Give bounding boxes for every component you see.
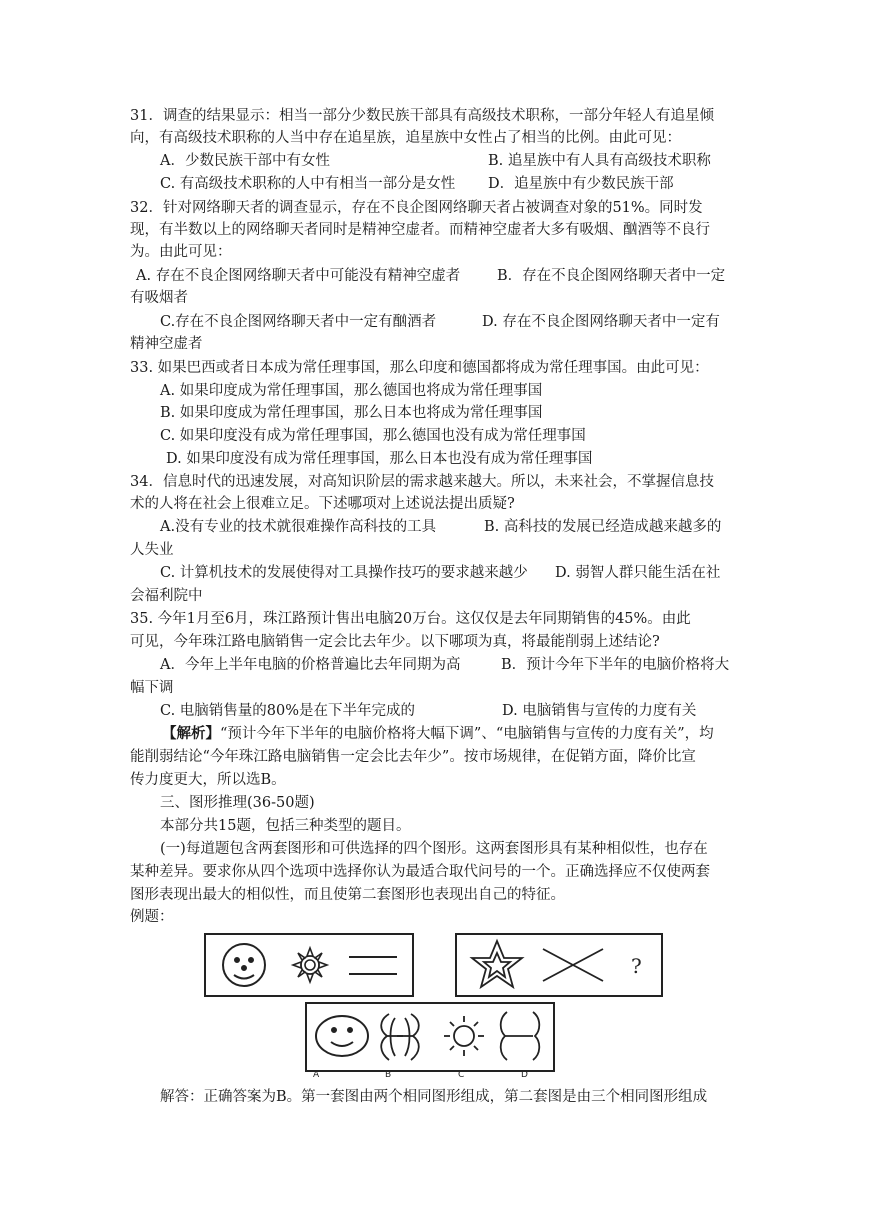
q32-option-b-line2: 有吸烟者: [130, 290, 188, 306]
q31-option-b: B. 追星族中有人具有高级技术职称: [488, 153, 711, 169]
q32-stem-line2: 现，有半数以上的网络聊天者同时是精神空虚者。而精神空虚者大多有吸烟、酗酒等不良行: [130, 222, 710, 238]
smiley-face-icon: [223, 944, 265, 986]
figure-options-drawing: [307, 1004, 553, 1070]
option-d-brackets-icon: [501, 1012, 540, 1060]
option-label-a: A: [313, 1070, 320, 1080]
q31-option-a: A．少数民族干部中有女性: [160, 153, 330, 169]
q32-option-d-line2: 精神空虚者: [130, 336, 203, 352]
q31-option-c: C. 有高级技术职称的人中有相当一部分是女性: [160, 176, 456, 192]
section-intro: 本部分共15题，包括三种类型的题目。: [160, 818, 411, 834]
q35-analysis-line1: [162, 723, 714, 745]
section-type1-line2: 某种差异。要求你从四个选项中选择你认为最适合取代问号的一个。正确选择应不仅使两套: [130, 864, 710, 880]
figure-set-1-drawing: [206, 935, 412, 995]
option-label-d: D: [521, 1070, 528, 1080]
q35-option-b-line1: B．预计今年下半年的电脑价格将大: [501, 657, 730, 673]
q34-option-d-line2: 会福利院中: [130, 588, 203, 604]
q35-stem-line2: 可见，今年珠江路电脑销售一定会比去年少。以下哪项为真，将最能削弱上述结论?: [130, 634, 660, 650]
cross-lines-icon: [543, 949, 603, 981]
q31-stem-line1: 31．调查的结果显示：相当一部分少数民族干部具有高级技术职称，一部分年轻人有追星倾: [130, 108, 714, 124]
q33-option-c: C. 如果印度没有成为常任理事国，那么德国也没有成为常任理事国: [160, 428, 586, 444]
q32-stem-line3: 为。由此可见：: [130, 244, 232, 260]
star-icon: [472, 941, 522, 987]
q32-option-b-line1: B．存在不良企图网络聊天者中一定: [497, 268, 726, 284]
figure-options: [305, 1002, 555, 1072]
question-mark: ?: [631, 954, 642, 978]
q34-option-d-line1: D. 弱智人群只能生活在社: [555, 565, 721, 581]
answer-line: 解答：正确答案为B。第一套图由两个相同图形组成，第二套图是由三个相同图形组成: [160, 1089, 708, 1105]
q35-analysis-line2: 能削弱结论“今年珠江路电脑销售一定会比去年少”。按市场规律，在促销方面，降价比宣: [130, 749, 696, 765]
q33-option-d: D. 如果印度没有成为常任理事国，那么日本也没有成为常任理事国: [166, 451, 593, 467]
option-label-b: B: [385, 1070, 392, 1080]
q35-option-d: D. 电脑销售与宣传的力度有关: [502, 703, 697, 719]
example-label: 例题：: [130, 909, 174, 925]
q34-option-b-line1: B. 高科技的发展已经造成越来越多的: [484, 519, 722, 535]
q32-stem-line1: 32．针对网络聊天者的调查显示，存在不良企图网络聊天者占被调查对象的51%。同时发: [130, 200, 703, 216]
q35-analysis-line3: 传力度更大，所以选B。: [130, 772, 286, 788]
q35-stem-line1: 35. 今年1月至6月，珠江路预计售出电脑20万台。这仅仅是去年同期销售的45%。由此: [130, 611, 691, 627]
analysis-text: “预计今年下半年的电脑价格将大幅下调”、“电脑销售与宣传的力度有关”，均: [220, 726, 714, 742]
section-type1-line3: 图形表现出最大的相似性，而且使第二套图形也表现出自己的特征。: [130, 887, 565, 903]
q34-option-c: C. 计算机技术的发展使得对工具操作技巧的要求越来越少: [160, 565, 528, 581]
q34-option-a: A.没有专业的技术就很难操作高科技的工具: [160, 519, 437, 535]
section-type1-line1: (一)每道题包含两套图形和可供选择的四个图形。这两套图形具有某种相似性，也存在: [160, 841, 708, 857]
q34-stem-line2: 术的人将在社会上很难立足。下述哪项对上述说法提出质疑?: [130, 496, 515, 512]
q35-option-b-line2: 幅下调: [130, 680, 174, 696]
q35-option-c: C. 电脑销售量的80%是在下半年完成的: [160, 703, 416, 719]
section-title: 三、图形推理(36-50题): [160, 795, 315, 811]
analysis-label: 【解析】: [162, 725, 220, 742]
option-b-brackets-icon: [381, 1014, 419, 1060]
option-c-sun-icon: [444, 1016, 484, 1056]
option-label-c: C: [458, 1070, 465, 1080]
double-line-icon: [349, 957, 397, 974]
q31-option-d: D．追星族中有少数民族干部: [488, 176, 674, 192]
q33-stem: 33. 如果巴西或者日本成为常任理事国，那么印度和德国都将成为常任理事国。由此可见：: [130, 360, 709, 376]
q32-option-a: A. 存在不良企图网络聊天者中可能没有精神空虚者: [136, 268, 461, 284]
q33-option-a: A. 如果印度成为常任理事国，那么德国也将成为常任理事国: [160, 383, 543, 399]
figure-set-2-drawing: [457, 935, 661, 995]
figure-set-2: [455, 933, 663, 997]
q33-option-b: B. 如果印度成为常任理事国，那么日本也将成为常任理事国: [160, 405, 543, 421]
q31-stem-line2: 向，有高级技术职称的人当中存在追星族，追星族中女性占了相当的比例。由此可见：: [130, 130, 681, 146]
option-a-smiley-icon: [316, 1016, 368, 1056]
q34-option-b-line2: 人失业: [130, 542, 174, 558]
q35-option-a: A．今年上半年电脑的价格普遍比去年同期为高: [160, 657, 461, 673]
sun-icon: [293, 948, 327, 982]
q32-option-d-line1: D. 存在不良企图网络聊天者中一定有: [482, 314, 720, 330]
q32-option-c: C.存在不良企图网络聊天者中一定有酗酒者: [160, 314, 437, 330]
figure-set-1: [204, 933, 414, 997]
q34-stem-line1: 34．信息时代的迅速发展，对高知识阶层的需求越来越大。所以，未来社会，不掌握信息技: [130, 474, 714, 490]
